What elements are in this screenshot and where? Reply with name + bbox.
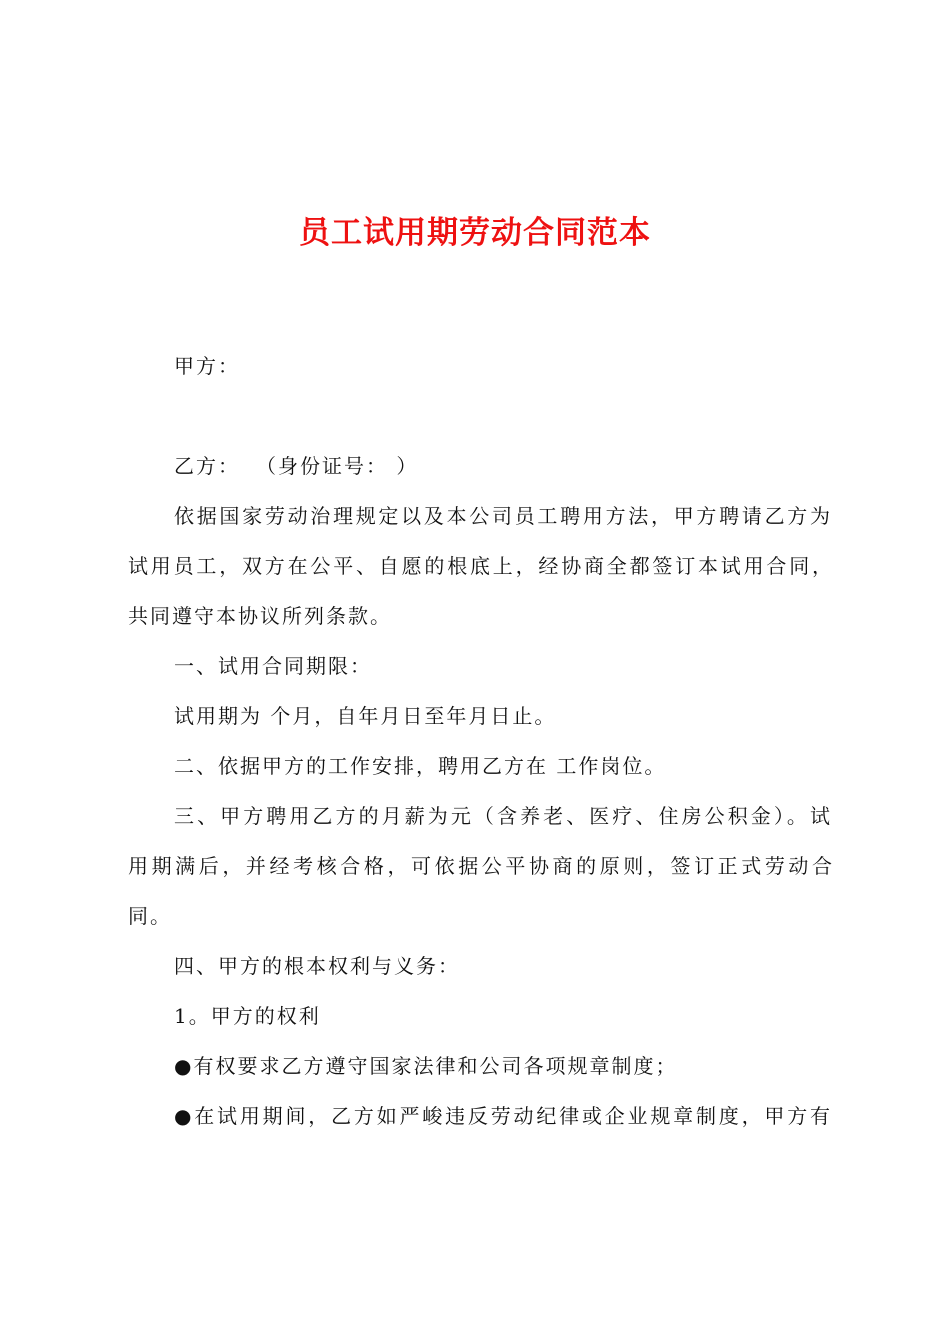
item-1-heading: 1。甲方的权利 xyxy=(174,1004,321,1028)
party-b-id-label: （身份证号： ） xyxy=(256,454,419,478)
intro-line-2: 试用员工，双方在公平、自愿的根底上，经协商全都签订本试用合同， xyxy=(128,554,832,578)
party-b-label: 乙方： xyxy=(174,454,240,478)
section-3-line-1: 三、甲方聘用乙方的月薪为元（含养老、医疗、住房公积金）。试 xyxy=(174,804,830,828)
section-4-heading: 四、甲方的根本权利与义务： xyxy=(174,954,460,978)
section-1-text: 试用期为 个月，自年月日至年月日止。 xyxy=(174,704,557,728)
section-3-line-2: 用期满后，并经考核合格，可依据公平协商的原则，签订正式劳动合 xyxy=(128,854,832,878)
intro-line-3: 共同遵守本协议所列条款。 xyxy=(128,604,392,628)
party-b-line xyxy=(174,452,418,480)
section-3-line-3: 同。 xyxy=(128,904,172,928)
bullet-item-1: ●有权要求乙方遵守国家法律和公司各项规章制度； xyxy=(174,1054,678,1078)
section-2-text: 二、依据甲方的工作安排，聘用乙方在 工作岗位。 xyxy=(174,754,667,778)
bullet-item-2: ●在试用期间，乙方如严峻违反劳动纪律或企业规章制度，甲方有 xyxy=(174,1104,830,1128)
party-a-label: 甲方： xyxy=(174,354,240,378)
intro-line-1: 依据国家劳动治理规定以及本公司员工聘用方法，甲方聘请乙方为 xyxy=(174,504,830,528)
section-1-heading: 一、试用合同期限： xyxy=(174,654,372,678)
document-title: 员工试用期劳动合同范本 xyxy=(299,215,651,251)
